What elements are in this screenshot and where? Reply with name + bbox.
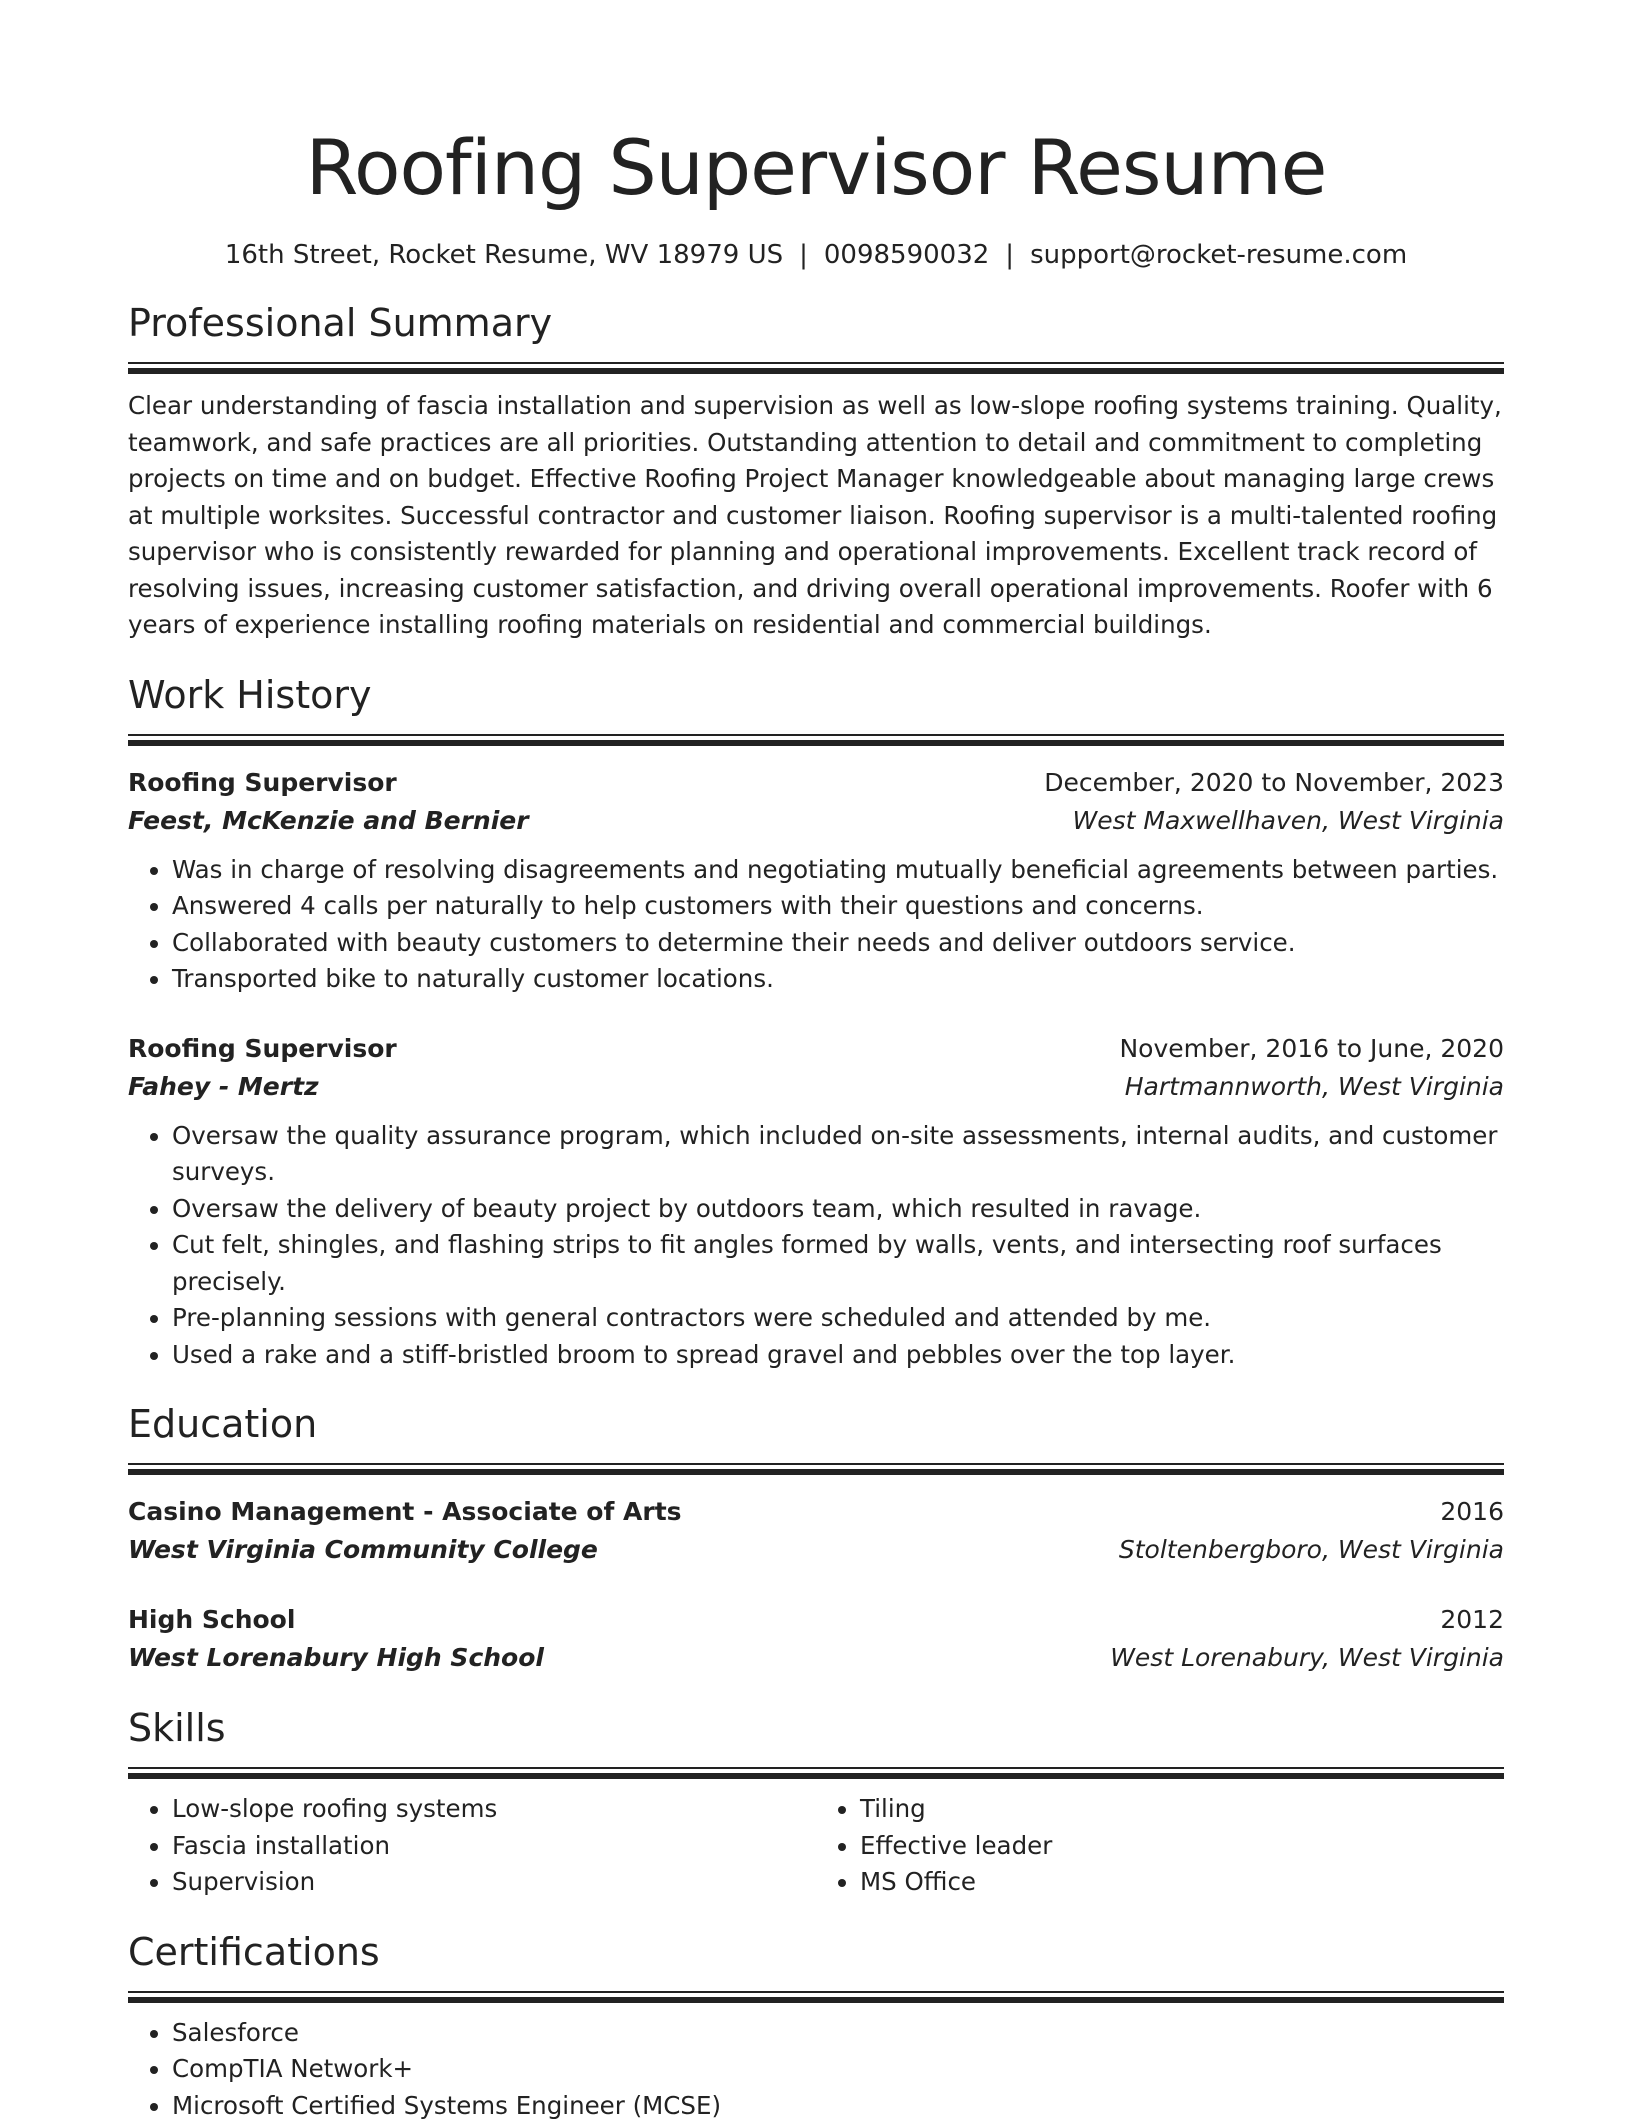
job-dates: December, 2020 to November, 2023	[1044, 764, 1504, 802]
section-heading-work-history: Work History	[128, 670, 1504, 720]
list-item: • Used a rake and a stiff-bristled broom to spread gravel and pebbles over the top layer.	[172, 1337, 1504, 1374]
contact-separator: |	[1005, 238, 1014, 272]
job-title: Roofing Supervisor	[128, 764, 397, 802]
education-subheader	[128, 1531, 1504, 1569]
education-degree: High School	[128, 1601, 295, 1639]
contact-phone: 0098590032	[824, 240, 989, 270]
list-item: • Effective leader	[860, 1828, 1504, 1865]
list-item: • Answered 4 calls per naturally to help customers with their questions and concerns.	[172, 888, 1504, 925]
job-subheader	[128, 1068, 1504, 1106]
job-company: Feest, McKenzie and Bernier	[128, 802, 529, 840]
education-school: West Lorenabury High School	[128, 1639, 544, 1677]
job-title: Roofing Supervisor	[128, 1030, 397, 1068]
education-section	[128, 1399, 1504, 1677]
list-item: • Transported bike to naturally customer locations.	[172, 961, 1504, 998]
list-item: • Salesforce	[172, 2015, 1504, 2052]
education-header	[128, 1601, 1504, 1639]
section-divider	[128, 362, 1504, 374]
skills-columns	[128, 1791, 1504, 1901]
education-school: West Virginia Community College	[128, 1531, 598, 1569]
education-entry	[128, 1601, 1504, 1677]
list-item: • Low-slope roofing systems	[172, 1791, 816, 1828]
list-item: • Collaborated with beauty customers to determine their needs and deliver outdoors service.	[172, 925, 1504, 962]
education-year: 2012	[1440, 1601, 1504, 1639]
job-bullets	[128, 852, 1504, 998]
job-subheader	[128, 802, 1504, 840]
education-degree: Casino Management - Associate of Arts	[128, 1493, 682, 1531]
job-location: Hartmannworth, West Virginia	[1125, 1068, 1504, 1106]
section-heading-summary: Professional Summary	[128, 298, 1504, 348]
work-history-section	[128, 670, 1504, 1374]
section-divider	[128, 1463, 1504, 1475]
list-item: • Tiling	[860, 1791, 1504, 1828]
list-item: • CompTIA Network+	[172, 2051, 1504, 2088]
job-company: Fahey - Mertz	[128, 1068, 319, 1106]
education-location: Stoltenbergboro, West Virginia	[1119, 1531, 1504, 1569]
section-divider	[128, 1767, 1504, 1779]
section-divider	[128, 1991, 1504, 2003]
list-item: • Cut felt, shingles, and flashing strips to fit angles formed by walls, vents, and intersecting roof surfaces precisely.	[172, 1227, 1504, 1300]
list-item: • Pre-planning sessions with general contractors were scheduled and attended by me.	[172, 1300, 1504, 1337]
list-item: • Oversaw the delivery of beauty project by outdoors team, which resulted in ravage.	[172, 1191, 1504, 1228]
job-location: West Maxwellhaven, West Virginia	[1073, 802, 1504, 840]
job-dates: November, 2016 to June, 2020	[1119, 1030, 1504, 1068]
education-subheader	[128, 1639, 1504, 1677]
education-location: West Lorenabury, West Virginia	[1110, 1639, 1504, 1677]
job-bullets	[128, 1118, 1504, 1374]
section-heading-certifications: Certifications	[128, 1927, 1504, 1977]
list-item: • Oversaw the quality assurance program, which included on-site assessments, internal audits, and customer surveys.	[172, 1118, 1504, 1191]
section-heading-skills: Skills	[128, 1703, 1504, 1753]
contact-email: support@rocket-resume.com	[1030, 240, 1407, 270]
section-heading-education: Education	[128, 1399, 1504, 1449]
contact-separator: |	[799, 238, 808, 272]
summary-section	[128, 298, 1504, 644]
skills-list-left	[128, 1791, 816, 1901]
summary-text: Clear understanding of fascia installation and supervision as well as low-slope roofing systems training. Quality, teamwork, and safe practices are all priorities. Outstanding attention to detail and commitment to completing projects on time and on budget. Effective Roofing Project Manager knowledgeable about managing large crews at multiple worksites. Successful contractor and customer liaison. Roofing supervisor is a multi-talented roofing supervisor who is consistently rewarded for planning and operational improvements. Excellent track record of resolving issues, increasing customer satisfaction, and driving overall operational improvements. Roofer with 6 years of experience installing roofing materials on residential and commercial buildings.	[128, 388, 1504, 644]
certifications-list	[128, 2015, 1504, 2124]
job-header	[128, 1030, 1504, 1068]
education-year: 2016	[1440, 1493, 1504, 1531]
list-item: • Microsoft Certified Systems Engineer (MCSE)	[172, 2088, 1504, 2124]
list-item: • MS Office	[860, 1864, 1504, 1901]
contact-address: 16th Street, Rocket Resume, WV 18979 US	[225, 240, 783, 270]
resume-title: Roofing Supervisor Resume	[128, 0, 1504, 218]
skills-list-right	[816, 1791, 1504, 1901]
skills-section	[128, 1703, 1504, 1901]
list-item: • Was in charge of resolving disagreements and negotiating mutually beneficial agreements between parties.	[172, 852, 1504, 889]
list-item: • Fascia installation	[172, 1828, 816, 1865]
education-header	[128, 1493, 1504, 1531]
certifications-section	[128, 1927, 1504, 2124]
section-divider	[128, 734, 1504, 746]
job-entry	[128, 764, 1504, 998]
job-entry	[128, 1030, 1504, 1374]
education-entry	[128, 1493, 1504, 1569]
contact-line	[128, 238, 1504, 272]
job-header	[128, 764, 1504, 802]
list-item: • Supervision	[172, 1864, 816, 1901]
